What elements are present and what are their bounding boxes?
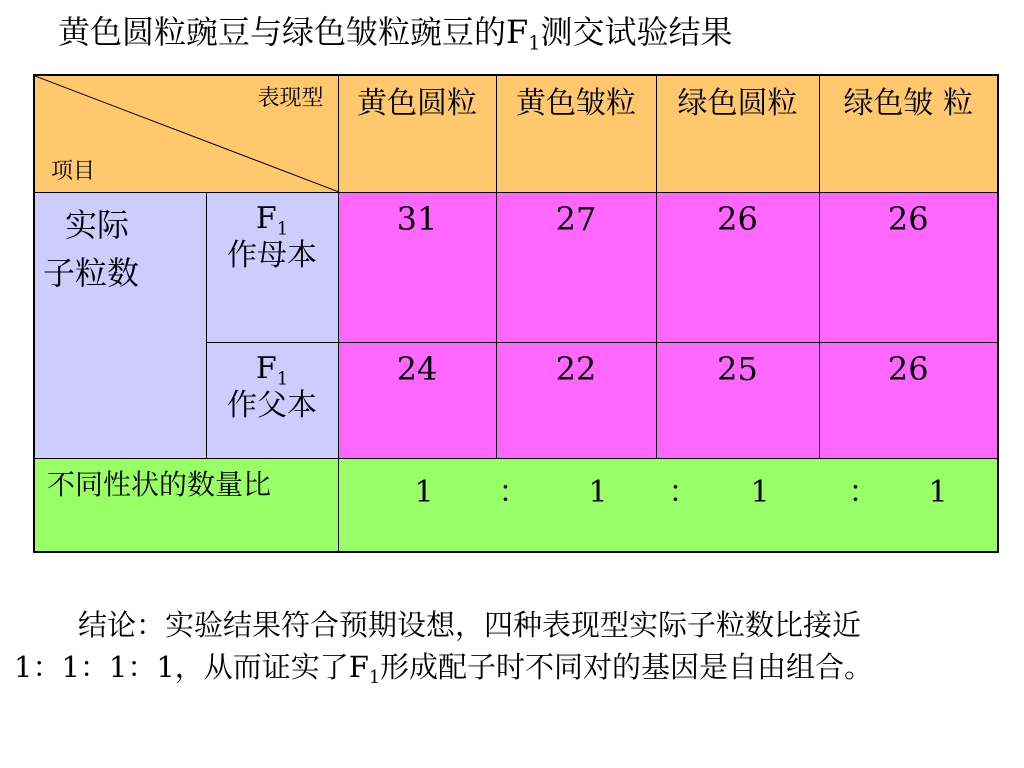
phenotype-header: 黄色皱粒 <box>496 75 656 193</box>
count-cell: 26 <box>819 193 998 343</box>
ratio-cell <box>338 459 998 552</box>
count-cell: 26 <box>819 343 998 459</box>
ratio-value: 1 <box>928 475 948 510</box>
conclusion-line2: 1：1：1：1，从而证实了$F_1$形成配子时不同对的基因是自由组合。 <box>14 650 874 689</box>
count-cell: 27 <box>496 193 656 343</box>
row-label-line2: 子粒数 <box>43 254 140 292</box>
corner-header-cell <box>34 75 338 193</box>
ratio-separator: ： <box>498 475 529 510</box>
ratio-value: 1 <box>588 475 608 510</box>
f1-label: $F_1$ <box>255 201 289 240</box>
f1-maternal-label <box>206 193 338 343</box>
cross-mode-label: 作父本 <box>227 388 317 423</box>
count-cell: 26 <box>656 193 819 343</box>
count-cell: 25 <box>656 343 819 459</box>
conclusion-paragraph <box>14 604 1014 688</box>
header-row <box>34 75 998 193</box>
phenotype-header: 绿色皱 粒 <box>819 75 998 193</box>
conclusion-line1: 结论：实验结果符合预期设想，四种表现型实际子粒数比接近 <box>78 608 862 642</box>
page-title <box>58 10 732 54</box>
count-cell: 24 <box>338 343 496 459</box>
phenotype-header: 黄色圆粒 <box>338 75 496 193</box>
count-cell: 22 <box>496 343 656 459</box>
ratio-label: 不同性状的数量比 <box>34 459 338 552</box>
title-prefix: 黄色圆粒豌豆与绿色皱粒豌豆的F <box>58 13 529 51</box>
f1-label: $F_1$ <box>255 351 289 390</box>
title-suffix: 测交试验结果 <box>540 13 733 51</box>
phenotype-header: 绿色圆粒 <box>656 75 819 193</box>
table-row <box>34 193 998 343</box>
f1-paternal-label <box>206 343 338 459</box>
ratio-separator: ： <box>848 475 879 510</box>
actual-seed-count-label <box>34 193 206 459</box>
title-subscript: 1 <box>528 31 541 55</box>
results-table <box>33 74 999 553</box>
ratio-value: 1 <box>414 475 434 510</box>
ratio-row <box>34 459 998 552</box>
ratio-value: 1 <box>750 475 770 510</box>
cross-mode-label: 作母本 <box>227 238 317 273</box>
count-cell: 31 <box>338 193 496 343</box>
corner-label-phenotype: 表现型 <box>257 86 324 111</box>
ratio-separator: ： <box>668 475 699 510</box>
row-label-line1: 实际 <box>65 206 130 244</box>
corner-label-item: 项目 <box>51 159 96 184</box>
